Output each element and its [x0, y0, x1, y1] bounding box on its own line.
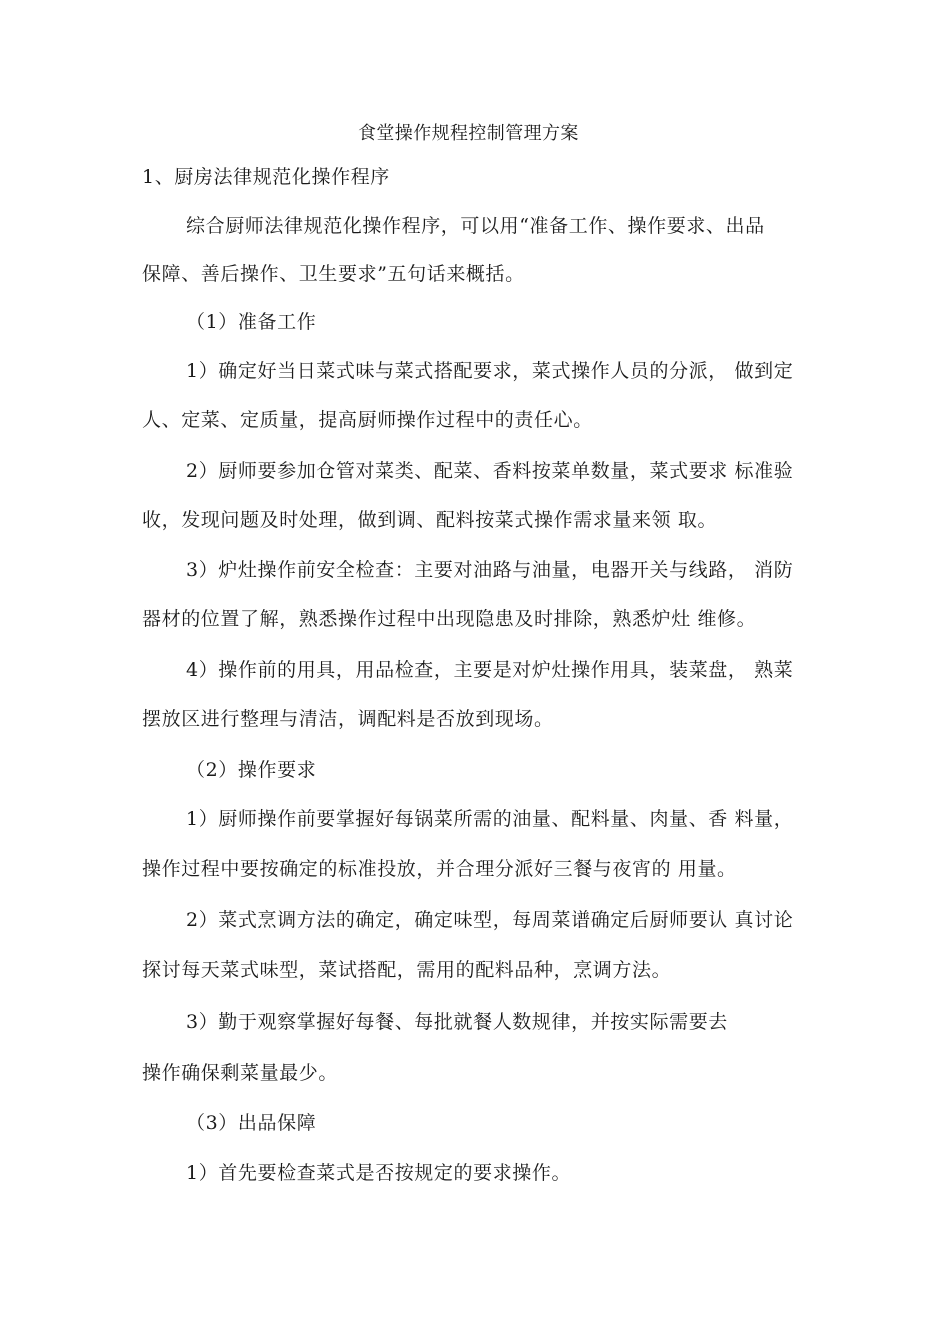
part1-item3-line1: 3）炉灶操作前安全检查：主要对油路与油量，电器开关与线路， 消防 [186, 559, 794, 581]
part1-item3-line2: 器材的位置了解，熟悉操作过程中出现隐患及时排除，熟悉炉灶 维修。 [142, 608, 757, 630]
part1-item1-line2: 人、定菜、定质量，提高厨师操作过程中的责任心。 [142, 409, 593, 431]
part2-item1-line1: 1）厨师操作前要掌握好每锅菜所需的油量、配料量、肉量、香 料量， [186, 808, 794, 830]
part3-heading: （3）出品保障 [186, 1112, 317, 1134]
document-title: 食堂操作规程控制管理方案 [358, 123, 579, 144]
part2-item3-line1: 3）勤于观察掌握好每餐、每批就餐人数规律，并按实际需要去 [186, 1011, 728, 1033]
section-heading: 1、厨房法律规范化操作程序 [142, 166, 390, 188]
part3-item1-line1: 1）首先要检查菜式是否按规定的要求操作。 [186, 1162, 572, 1184]
part1-item1-line1: 1）确定好当日菜式味与菜式搭配要求，菜式操作人员的分派， 做到定 [186, 360, 794, 382]
part2-item2-line1: 2）菜式烹调方法的确定，确定味型，每周菜谱确定后厨师要认 真讨论 [186, 909, 794, 931]
part2-item2-line2: 探讨每天菜式味型，菜试搭配，需用的配料品种，烹调方法。 [142, 959, 672, 981]
part1-item2-line1: 2）厨师要参加仓管对菜类、配菜、香料按菜单数量，菜式要求 标准验 [186, 460, 794, 482]
part2-item3-line2: 操作确保剩菜量最少。 [142, 1062, 339, 1084]
part2-heading: （2）操作要求 [186, 759, 317, 781]
intro-line-2: 保障、善后操作、卫生要求”五句话来概括。 [142, 263, 525, 285]
intro-line-1: 综合厨师法律规范化操作程序，可以用“准备工作、操作要求、出品 [186, 215, 765, 237]
part1-item2-line2: 收，发现问题及时处理，做到调、配料按菜式操作需求量来领 取。 [142, 509, 718, 531]
part2-item1-line2: 操作过程中要按确定的标准投放，并合理分派好三餐与夜宵的 用量。 [142, 858, 737, 880]
part1-item4-line1: 4）操作前的用具，用品检查，主要是对炉灶操作用具，装菜盘， 熟菜 [186, 659, 794, 681]
part1-item4-line2: 摆放区进行整理与清洁，调配料是否放到现场。 [142, 708, 554, 730]
part1-heading: （1）准备工作 [186, 311, 317, 333]
